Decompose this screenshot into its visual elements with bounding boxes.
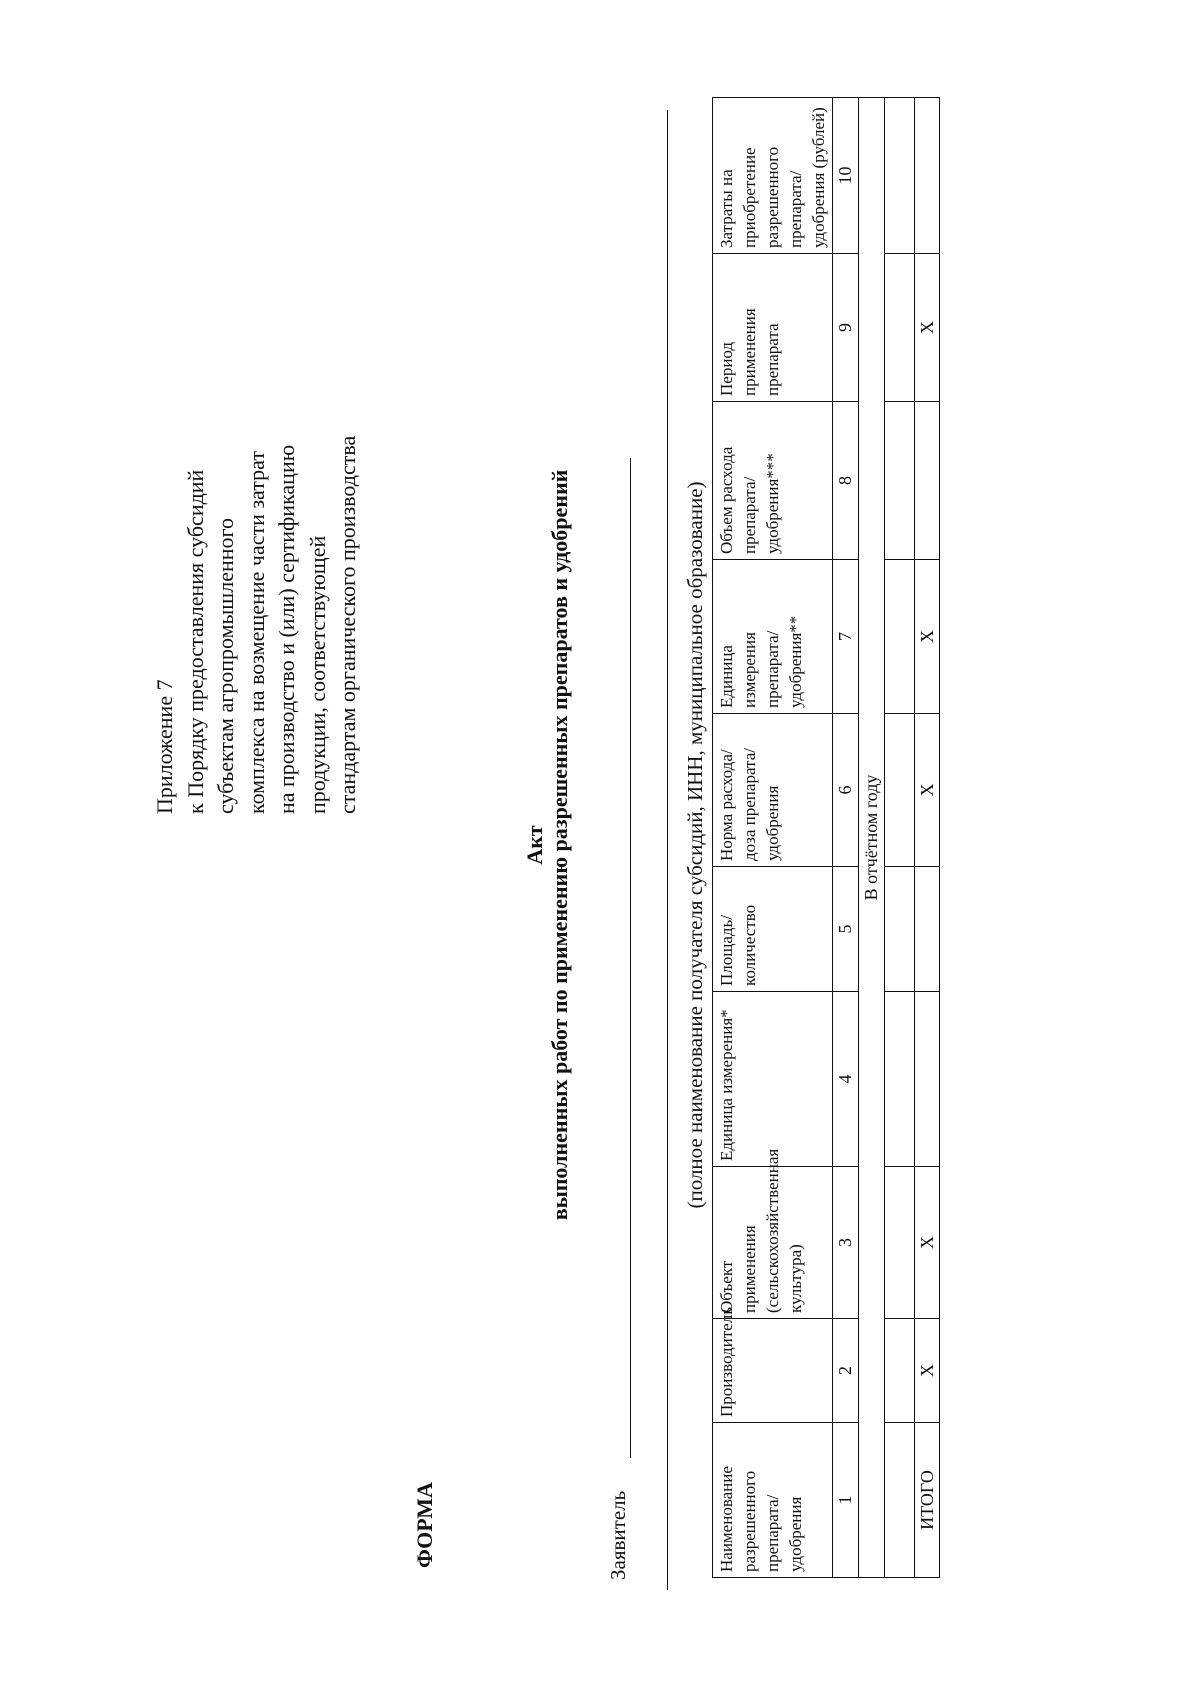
table-header-cell: Площадь/количество bbox=[713, 867, 833, 992]
table-total-row bbox=[915, 98, 940, 1578]
column-number: 2 bbox=[833, 1319, 859, 1423]
table-header-cell: Затраты на приобретение разрешенного препарата/ удобрения (рублей) bbox=[713, 98, 833, 254]
table-cell: X bbox=[915, 714, 940, 867]
column-number: 6 bbox=[833, 714, 859, 867]
applicant-fill-line bbox=[630, 458, 631, 1458]
table-cell bbox=[885, 1167, 915, 1319]
table-section-row bbox=[859, 98, 885, 1578]
table-cell bbox=[885, 1319, 915, 1423]
column-number: 5 bbox=[833, 867, 859, 992]
table-header-cell: Период применения препарата bbox=[713, 254, 833, 402]
document-title: Акт bbox=[522, 825, 547, 865]
table-cell: X bbox=[915, 560, 940, 714]
applicant-label: Заявитель bbox=[606, 1490, 630, 1580]
table-cell bbox=[885, 560, 915, 714]
works-table bbox=[712, 97, 940, 1578]
table-cell bbox=[915, 992, 940, 1167]
table-cell: X bbox=[915, 254, 940, 402]
table-header-cell: Наименование разрешенного препарата/удобрения bbox=[713, 1423, 833, 1578]
column-number: 9 bbox=[833, 254, 859, 402]
table-header-cell: Норма расхода/ доза препарата/удобрения bbox=[713, 714, 833, 867]
column-number: 7 bbox=[833, 560, 859, 714]
recipient-caption: (полное наименование получателя субсидий, ИНН, муниципальное образование) bbox=[683, 481, 707, 1209]
table-header-cell: Объект применения (сельскохозяйственная культура) bbox=[713, 1167, 833, 1319]
appendix-note: Приложение 7 к Порядку предоставления субсидий субъектам агропромышленного комплекса на возмещение части затрат на производство и (или) сертификацию продукции, соответствующей стандартам органического производства bbox=[152, 435, 360, 814]
table-cell bbox=[885, 1423, 915, 1578]
recipient-fill-line bbox=[667, 110, 668, 1590]
table-header-cell: Производитель bbox=[713, 1319, 833, 1423]
table-header-cell: Единица измерения препарата/удобрения** bbox=[713, 560, 833, 714]
table-number-row bbox=[833, 98, 859, 1578]
document-subtitle: выполненных работ по применению разрешенных препаратов и удобрений bbox=[547, 469, 572, 1221]
table-cell bbox=[885, 714, 915, 867]
table-cell bbox=[885, 98, 915, 254]
column-number: 3 bbox=[833, 1167, 859, 1319]
column-number: 4 bbox=[833, 992, 859, 1167]
table-cell bbox=[885, 254, 915, 402]
table-cell bbox=[915, 402, 940, 560]
table-cell bbox=[885, 992, 915, 1167]
form-label: ФОРМА bbox=[412, 1482, 437, 1568]
table-cell bbox=[885, 867, 915, 992]
table-cell bbox=[885, 402, 915, 560]
table-cell bbox=[915, 867, 940, 992]
table-header-cell: Единица измерения* bbox=[713, 992, 833, 1167]
table-header-row bbox=[713, 98, 833, 1578]
table-cell: X bbox=[915, 1319, 940, 1423]
column-number: 10 bbox=[833, 98, 859, 254]
table-blank-row bbox=[885, 98, 915, 1578]
table-cell: X bbox=[915, 1167, 940, 1319]
column-number: 1 bbox=[833, 1423, 859, 1578]
total-label: ИТОГО bbox=[915, 1423, 940, 1578]
table-cell bbox=[915, 98, 940, 254]
column-number: 8 bbox=[833, 402, 859, 560]
table-header-cell: Объем расхода препарата/удобрения*** bbox=[713, 402, 833, 560]
section-label: В отчётном году bbox=[859, 98, 885, 1578]
